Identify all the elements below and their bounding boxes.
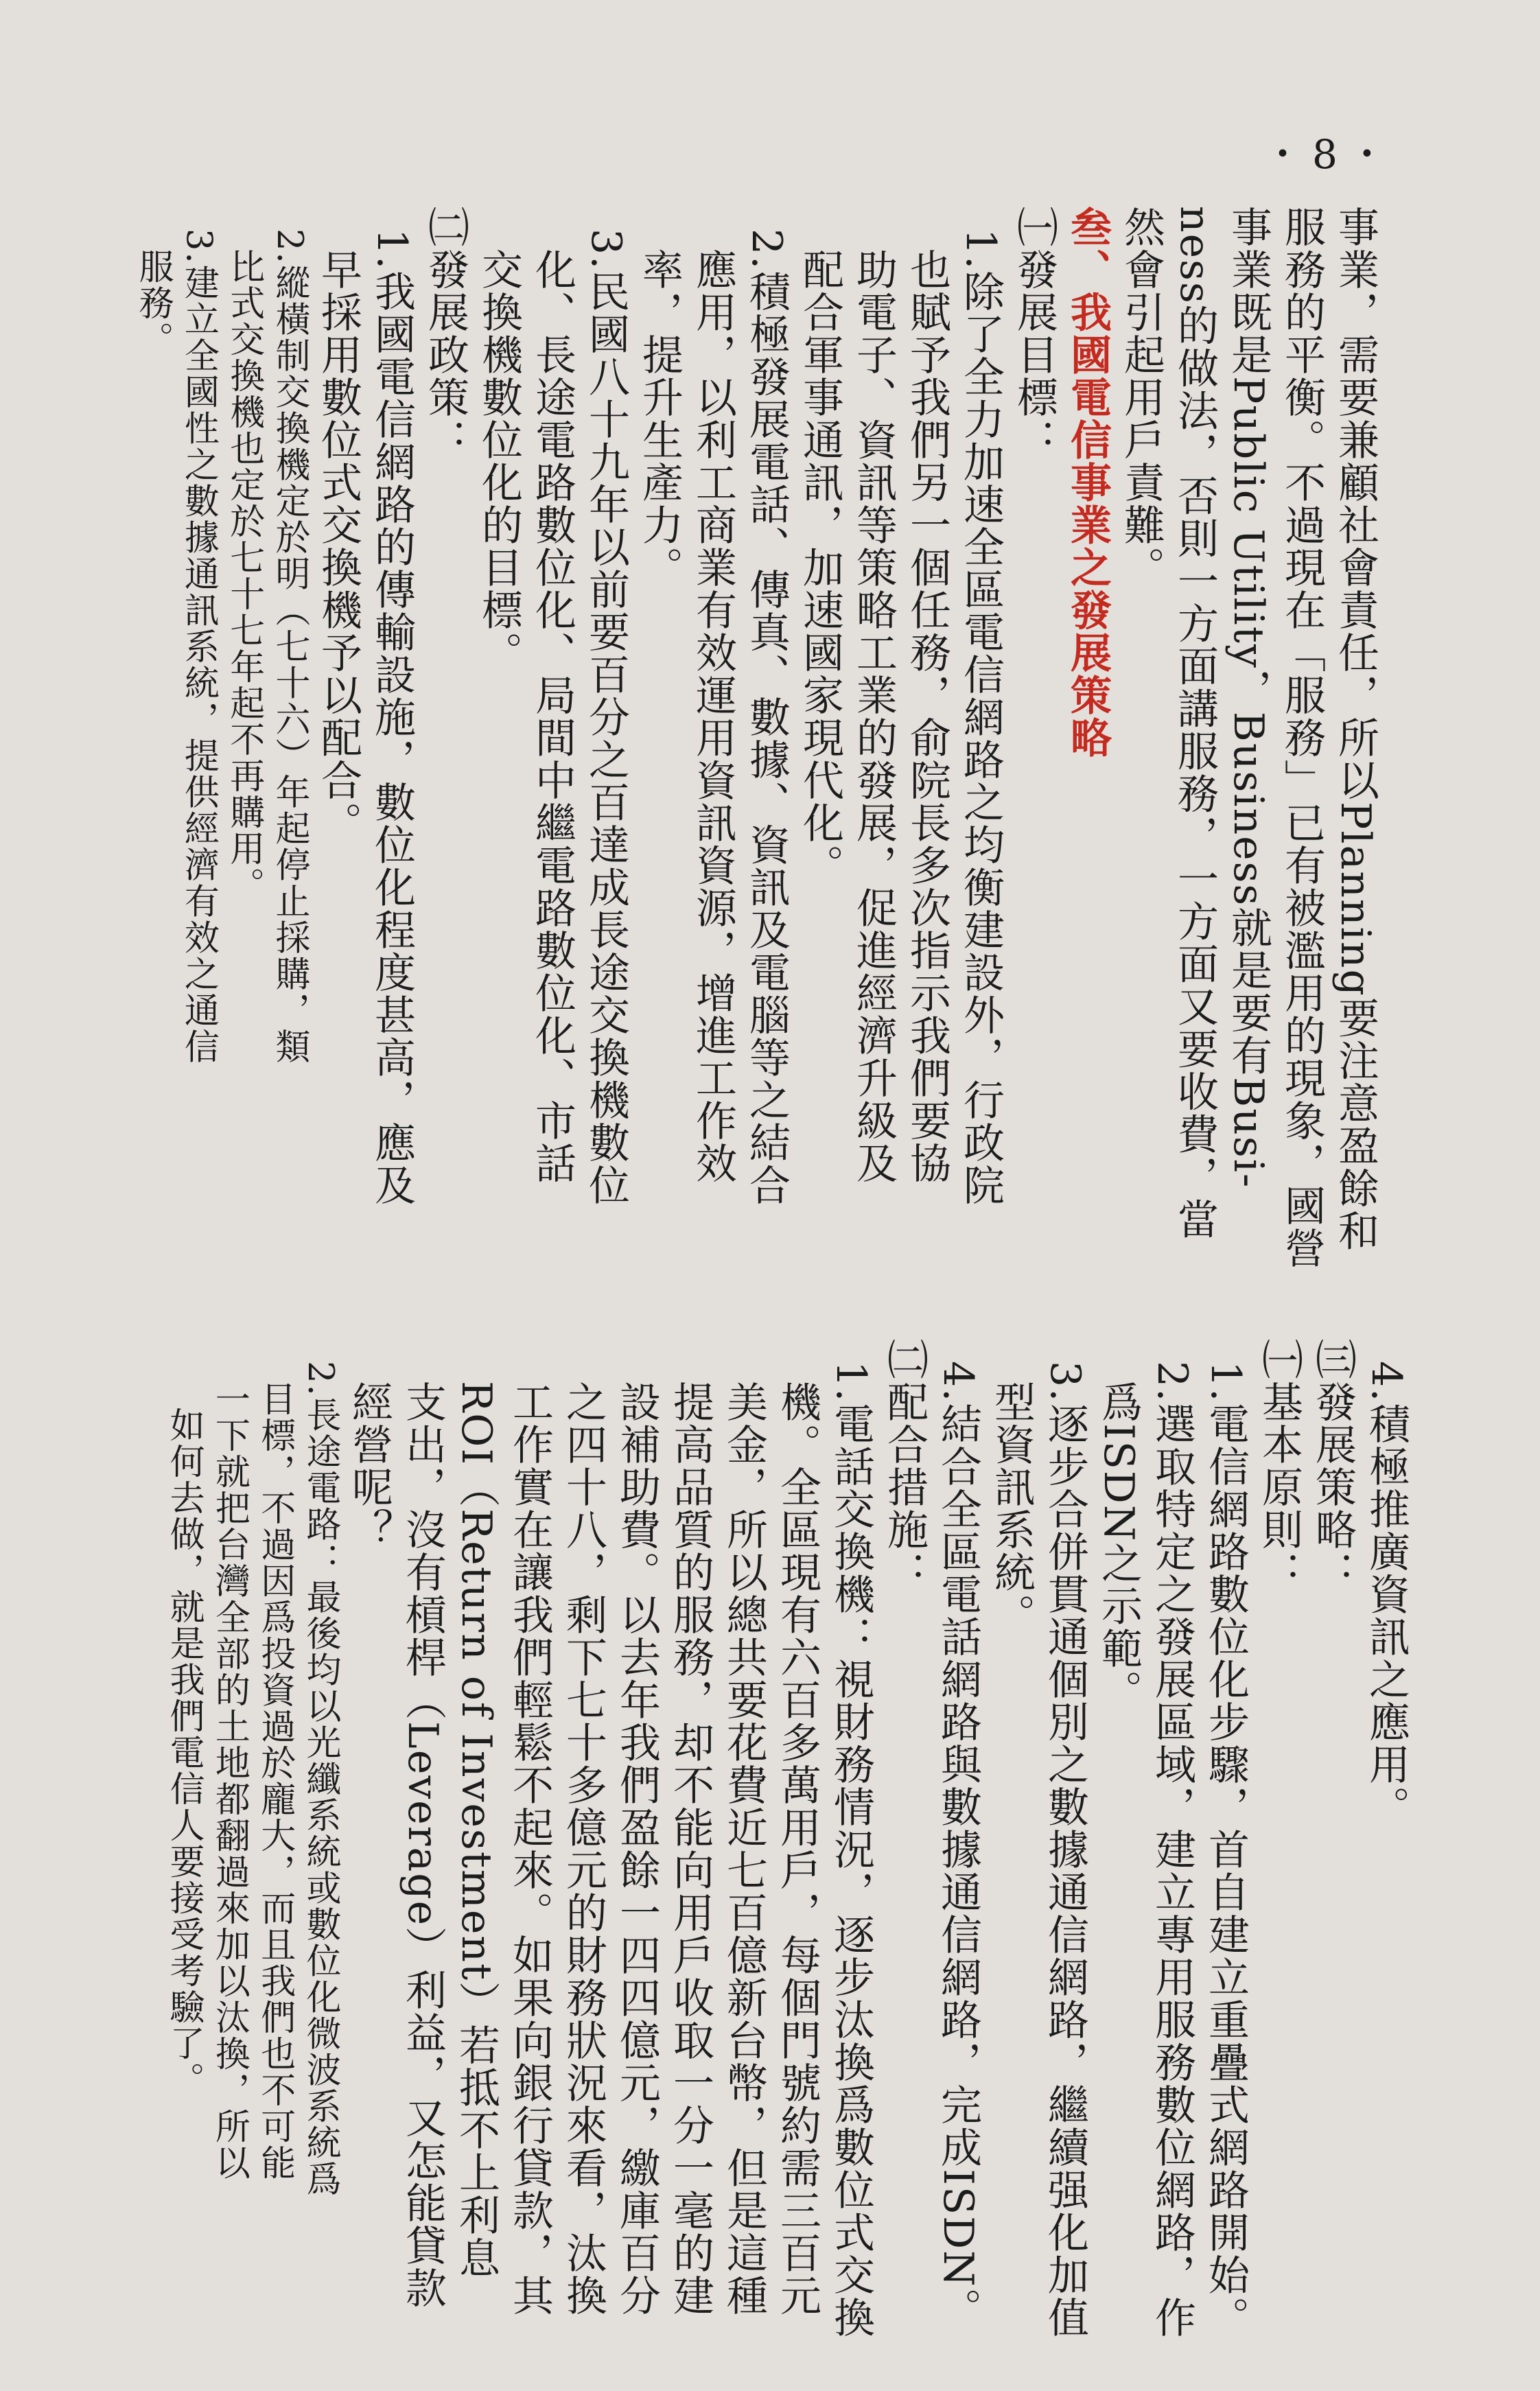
text-line: 之四十八，剩下七十多億元的財務狀況來看，汰換 bbox=[559, 1381, 607, 2317]
text-line: 服務的平衡。不過現在「服務」已有被濫用的現象，國營 bbox=[1278, 206, 1326, 1270]
text-line: 比式交換機也定於七十七年起不再購用。 bbox=[223, 248, 264, 903]
text-line: 工作實在讓我們輕鬆不起來。如果向銀行貸款，其 bbox=[506, 1381, 554, 2317]
text-line: 2.縱橫制交換機定於明（七十六）年起停止採購，類 bbox=[269, 229, 310, 1065]
bottom-text-column bbox=[161, 1338, 1413, 2340]
text-line: 化、長途電路數位化、局間中繼電路數位化、市話 bbox=[528, 248, 576, 1185]
text-line: ㈠基本原則： bbox=[1255, 1338, 1303, 1594]
text-line: 服務。 bbox=[132, 248, 174, 358]
text-line: 2.選取特定之發展區域，建立專用服務數位網路，作 bbox=[1148, 1361, 1196, 2340]
text-line: 2.長途電路：最後均以光纖系統或數位化微波系統爲 bbox=[300, 1361, 340, 2197]
text-line: ㈢發展策略： bbox=[1309, 1338, 1357, 1594]
text-line: 美金，所以總共要花費近七百億新台幣，但是這種 bbox=[720, 1381, 768, 2317]
text-line: 也賦予我們另一個任務，俞院長多次指示我們要協 bbox=[903, 248, 951, 1185]
text-line: 1.我國電信網路的傳輸設施，數位化程度甚高，應及 bbox=[368, 229, 416, 1207]
text-line: 3.逐步合併貫通個別之數據通信網路，繼續强化加值 bbox=[1041, 1361, 1089, 2340]
text-line: 4.結合全區電話網路與數據通信網路，完成ISDN。 bbox=[934, 1361, 982, 2331]
text-line: 機。全區現有六百多萬用戶，每個門號約需三百元 bbox=[773, 1381, 821, 2317]
text-line: 事業，需要兼顧社會責任，所以Planning要注意盈餘和 bbox=[1331, 206, 1379, 1252]
top-text-column bbox=[130, 206, 1382, 1276]
page-number: ・8・ bbox=[1263, 131, 1397, 178]
text-line: ㈠發展目標： bbox=[1010, 206, 1058, 461]
text-line: 率，提升生產力。 bbox=[635, 248, 684, 589]
text-line: 事業既是Public Utility，Business就是要有Busi- bbox=[1224, 206, 1272, 1189]
text-line: ㈡配合措施： bbox=[880, 1338, 929, 1594]
text-line: 目標，不過因爲投資過於龐大，而且我們也不可能 bbox=[254, 1381, 295, 2181]
text-line: ㈡發展政策： bbox=[421, 206, 469, 461]
text-line: 3.民國八十九年以前要百分之百達成長途交換機數位 bbox=[582, 229, 630, 1207]
text-line: 提高品質的服務，却不能向用戶收取一分一毫的建 bbox=[666, 1381, 714, 2317]
text-line: 4.積極推廣資訊之應用。 bbox=[1362, 1361, 1410, 1829]
text-line: 爲ISDN之示範。 bbox=[1095, 1381, 1143, 1713]
text-line: 1.電話交換機：視財務情況，逐步汰換爲數位式交換 bbox=[827, 1361, 875, 2340]
text-line: 一下就把台灣全部的土地都翻過來加以汰換，所以 bbox=[209, 1381, 250, 2181]
text-line: 2.積極發展電話、傳真、數據、資訊及電腦等之結合 bbox=[743, 229, 791, 1207]
text-line: 配合軍事通訊，加速國家現代化。 bbox=[796, 248, 844, 887]
text-line: 型資訊系統。 bbox=[988, 1381, 1036, 1636]
text-line: 1.除了全力加速全區電信網路之均衡建設外，行政院 bbox=[957, 229, 1005, 1207]
text-line: 3.建立全國性之數據通訊系統，提供經濟有效之通信 bbox=[178, 229, 219, 1065]
text-line: 經營呢？ bbox=[345, 1381, 393, 1551]
text-line: 然會引起用戶責難。 bbox=[1117, 206, 1165, 589]
text-line: 應用，以利工商業有效運用資訊資源，增進工作效 bbox=[689, 248, 737, 1185]
text-line: 交換機數位化的目標。 bbox=[475, 248, 523, 674]
text-line: 助電子、資訊等策略工業的發展，促進經濟升級及 bbox=[850, 248, 898, 1185]
text-line: 支出，沒有槓桿（Leverage）利益，又怎能貸款 bbox=[399, 1381, 447, 2310]
text-line: 1.電信網路數位化步驟，首自建立重疊式網路開始。 bbox=[1202, 1361, 1250, 2340]
text-line: 如何去做，就是我們電信人要接受考驗了。 bbox=[163, 1407, 205, 2098]
text-line: 設補助費。以去年我們盈餘一四四億元，繳庫百分 bbox=[613, 1381, 661, 2317]
text-line: ness的做法，否則一方面講服務，一方面又要收費，當 bbox=[1171, 206, 1219, 1241]
section-heading: 叁、我國電信事業之發展策略 bbox=[1064, 206, 1112, 759]
text-line: ROI（Return of Investment）若抵不上利息 bbox=[452, 1381, 500, 2280]
text-line: 早採用數位式交換機予以配合。 bbox=[314, 248, 362, 844]
